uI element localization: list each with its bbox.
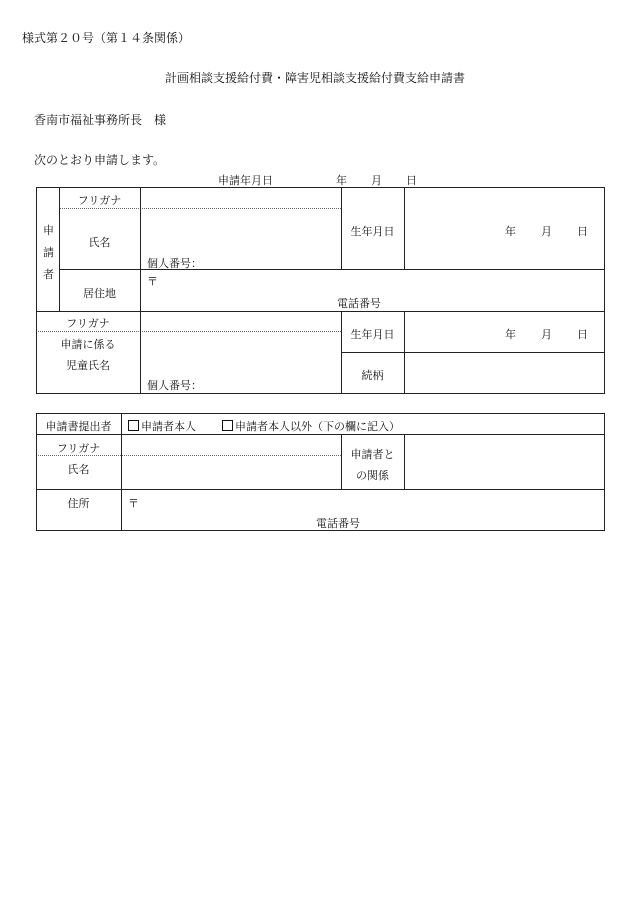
- application-date-month: 月: [371, 174, 382, 187]
- child-birthdate-label: 生年月日: [350, 328, 395, 341]
- applicant-section-char-1: 申: [43, 224, 54, 237]
- submitter-name-label: 氏名: [67, 463, 90, 476]
- option-other-checkbox[interactable]: [222, 420, 233, 431]
- applicant-birth-month: 月: [541, 225, 552, 238]
- child-birth-month: 月: [541, 328, 552, 341]
- child-personal-number-label: 個人番号：: [147, 379, 202, 392]
- child-name-label-line1: 申請に係る: [60, 338, 116, 351]
- submitter-address-label: 住所: [67, 497, 90, 510]
- applicant-postal-mark: 〒: [147, 275, 158, 288]
- applicant-personal-number-label: 個人番号：: [147, 257, 202, 270]
- option-other[interactable]: [222, 418, 400, 434]
- submitter-relation-label-line2: の関係: [356, 469, 389, 482]
- child-furigana-label: フリガナ: [66, 317, 110, 330]
- option-self-checkbox[interactable]: [128, 420, 139, 431]
- form-title: 計画相談支援給付費・障害児相談支援給付費支給申請書: [164, 71, 465, 85]
- option-other-label: 申請者本人以外（下の欄に記入）: [235, 420, 400, 433]
- intro-text: 次のとおり申請します。: [34, 153, 166, 167]
- option-self-label: 申請者本人: [141, 420, 196, 433]
- applicant-address-label: 居住地: [83, 287, 116, 300]
- addressee: 香南市福祉事務所長 様: [34, 113, 167, 127]
- applicant-section-char-3: 者: [43, 268, 54, 281]
- application-date-label: 申請年月日: [218, 174, 273, 187]
- submitter-label: 申請書提出者: [45, 420, 112, 433]
- applicant-name-label: 氏名: [88, 236, 111, 249]
- child-birth-day: 日: [577, 328, 588, 341]
- submitter-postal-mark: 〒: [128, 497, 139, 510]
- form-number: 様式第２０号（第１４条関係）: [22, 31, 191, 45]
- option-self[interactable]: [128, 418, 196, 434]
- applicant-birth-day: 日: [577, 225, 588, 238]
- submitter-relation-label-line1: 申請者と: [350, 448, 395, 461]
- child-relationship-label: 続柄: [361, 369, 384, 382]
- application-date-day: 日: [406, 174, 417, 187]
- submitter-phone-label: 電話番号: [316, 517, 360, 530]
- child-birth-year: 年: [505, 328, 516, 341]
- applicant-furigana-label: フリガナ: [77, 194, 122, 207]
- submitter-furigana-label: フリガナ: [56, 442, 101, 455]
- applicant-birth-year: 年: [505, 225, 516, 238]
- application-date-year: 年: [336, 174, 347, 187]
- applicant-birthdate-label: 生年月日: [350, 225, 395, 238]
- applicant-phone-label: 電話番号: [337, 297, 381, 310]
- child-name-label-line2: 児童氏名: [66, 359, 110, 372]
- applicant-section-char-2: 請: [43, 246, 54, 259]
